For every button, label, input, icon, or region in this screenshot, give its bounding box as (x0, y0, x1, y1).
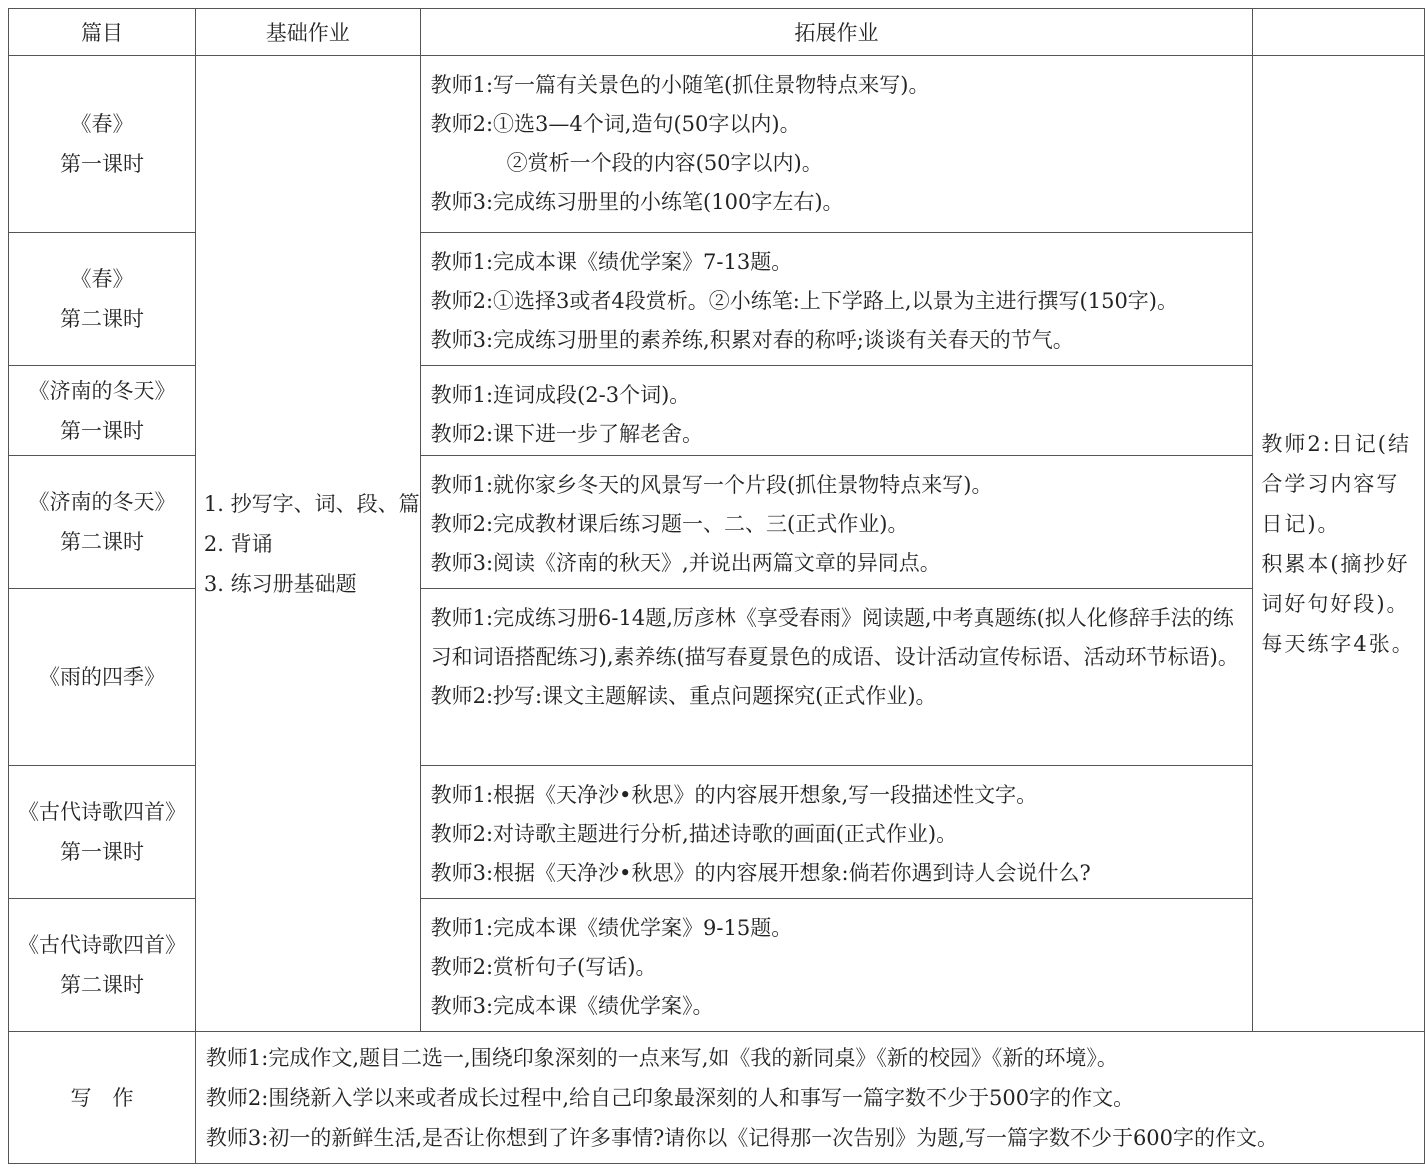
extended-homework-cell (420, 589, 1253, 766)
chapter-title: 《春》 (70, 267, 134, 291)
writing-row (9, 1032, 1425, 1164)
task-line: 教师2:赏析句子(写话)。 (430, 955, 657, 979)
chapter-title-cell (9, 899, 196, 1032)
writing-tasks-cell (195, 1032, 1424, 1164)
header-extra (1253, 9, 1425, 56)
extended-homework-cell (420, 899, 1253, 1032)
extended-homework-cell (420, 233, 1253, 366)
task-line: 教师3:完成练习册里的小练笔(100字左右)。 (430, 190, 844, 214)
chapter-title-cell (9, 56, 196, 233)
chapter-title: 《济南的冬天》 (28, 490, 176, 514)
extended-homework-cell (420, 366, 1253, 456)
task-line: 教师3:根据《天净沙•秋思》的内容展开想象:倘若你遇到诗人会说什么? (430, 861, 1091, 885)
chapter-title-cell (9, 589, 196, 766)
task-line: 教师2:围绕新入学以来或者成长过程中,给自己印象最深刻的人和事写一篇字数不少于500字的作文。 (205, 1085, 1135, 1110)
task-line: 教师1:根据《天净沙•秋思》的内容展开想象,写一段描述性文字。 (430, 783, 1038, 807)
table-row (9, 56, 1425, 233)
task-line: 教师2:完成教材课后练习题一、二、三(正式作业)。 (430, 512, 909, 536)
lesson-period: 第一课时 (59, 418, 144, 443)
task-line: 教师3:阅读《济南的秋天》,并说出两篇文章的异同点。 (430, 551, 941, 575)
task-line: 教师1:连词成段(2-3个词)。 (430, 383, 691, 407)
header-chapter: 篇目 (9, 9, 196, 56)
chapter-title: 《济南的冬天》 (28, 378, 176, 403)
header-row (9, 9, 1425, 56)
basic-item: 3. 练习册基础题 (203, 571, 357, 596)
task-line: 教师2:抄写:课文主题解读、重点问题探究(正式作业)。 (430, 684, 937, 708)
extended-homework-cell (420, 56, 1253, 233)
task-line: 教师2:对诗歌主题进行分析,描述诗歌的画面(正式作业)。 (430, 822, 958, 846)
homework-table (8, 8, 1425, 1164)
writing-title: 写 作 (9, 1032, 196, 1164)
extended-homework-cell (420, 456, 1253, 589)
header-extended-homework: 拓展作业 (420, 9, 1253, 56)
lesson-period: 第一课时 (59, 152, 144, 176)
side-note-line: 每天练字4张。 (1261, 631, 1415, 656)
header-basic-homework: 基础作业 (195, 9, 420, 56)
chapter-title-cell (9, 766, 196, 899)
chapter-title: 《雨的四季》 (38, 665, 165, 689)
chapter-title: 《古代诗歌四首》 (17, 800, 186, 824)
task-line: 教师1:完成练习册6-14题,厉彦林《享受春雨》阅读题,中考真题练(拟人化修辞手法的练习和词语搭配练习),素养练(描写春夏景色的成语、设计活动宣传标语、活动环节标语)。 (430, 606, 1239, 669)
side-note-cell (1253, 56, 1425, 1032)
lesson-period: 第一课时 (59, 840, 144, 864)
side-note-line: 积累本(摘抄好词好句好段)。 (1261, 551, 1410, 616)
task-line: 教师1:完成本课《绩优学案》7-13题。 (430, 250, 793, 274)
basic-item: 2. 背诵 (203, 531, 273, 556)
basic-homework-cell (195, 56, 420, 1032)
lesson-period: 第二课时 (59, 973, 144, 997)
basic-item: 1. 抄写字、词、段、篇 (203, 491, 420, 516)
task-line: 教师1:完成本课《绩优学案》9-15题。 (430, 916, 793, 940)
side-note-line: 教师2:日记(结合学习内容写日记)。 (1261, 431, 1411, 536)
lesson-period: 第二课时 (59, 530, 144, 554)
task-line: 教师3:完成本课《绩优学案》。 (430, 994, 714, 1018)
task-line: 教师2:①选3—4个词,造句(50字以内)。 (430, 112, 801, 136)
extended-homework-cell (420, 766, 1253, 899)
chapter-title-cell (9, 233, 196, 366)
chapter-title-cell (9, 366, 196, 456)
chapter-title: 《春》 (70, 112, 134, 136)
task-line: 教师2:课下进一步了解老舍。 (430, 422, 704, 446)
task-line: 教师3:完成练习册里的素养练,积累对春的称呼;谈谈有关春天的节气。 (430, 328, 1074, 352)
lesson-period: 第二课时 (59, 307, 144, 331)
chapter-title: 《古代诗歌四首》 (17, 933, 186, 957)
chapter-title-cell (9, 456, 196, 589)
task-line: 教师3:初一的新鲜生活,是否让你想到了许多事情?请你以《记得那一次告别》为题,写一篇字数不少于600字的作文。 (205, 1125, 1279, 1150)
task-line: 教师1:就你家乡冬天的风景写一个片段(抓住景物特点来写)。 (430, 473, 993, 497)
task-line: 教师2:①选择3或者4段赏析。②小练笔:上下学路上,以景为主进行撰写(150字)。 (430, 289, 1178, 313)
task-line: ②赏析一个段的内容(50字以内)。 (506, 151, 823, 175)
task-line: 教师1:完成作文,题目二选一,围绕印象深刻的一点来写,如《我的新同桌》《新的校园》《新的环境》。 (205, 1045, 1118, 1070)
task-line: 教师1:写一篇有关景色的小随笔(抓住景物特点来写)。 (430, 73, 930, 97)
